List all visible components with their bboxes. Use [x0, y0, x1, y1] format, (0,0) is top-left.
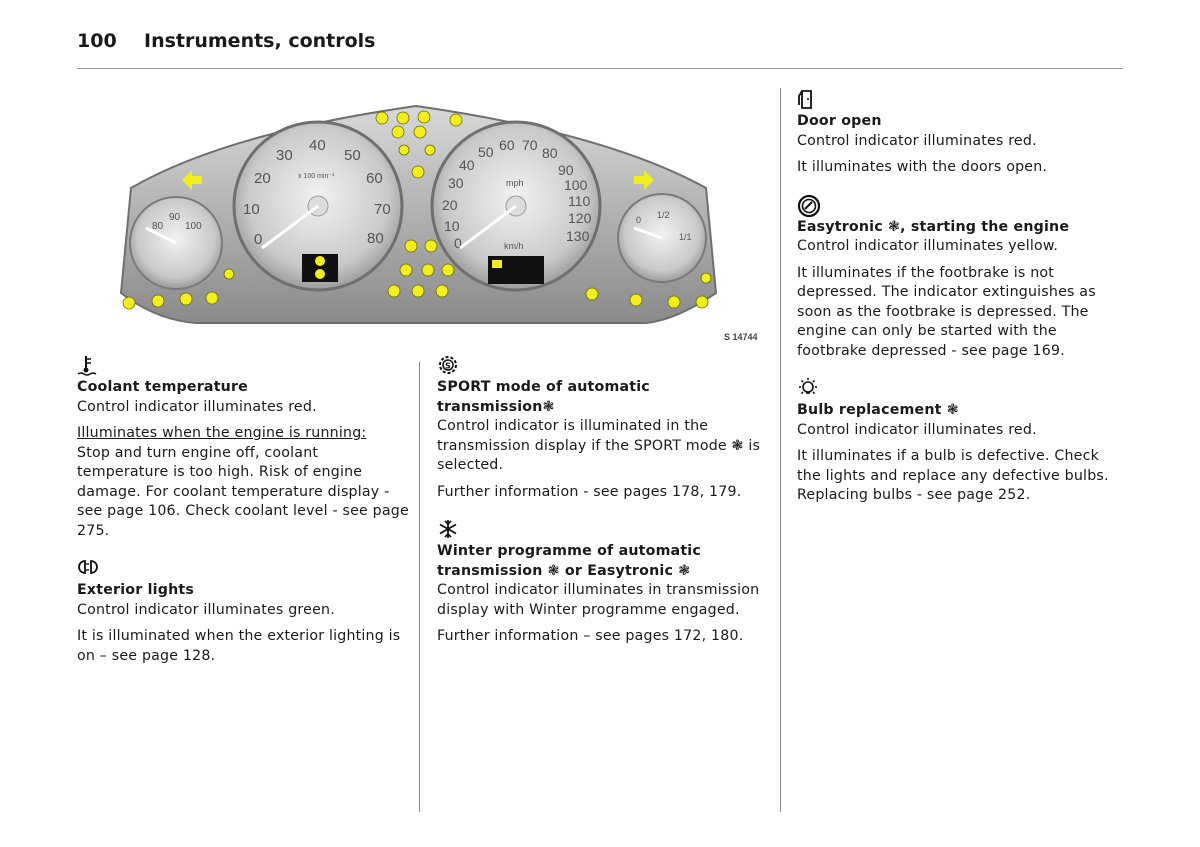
- rev-tick-label: 20: [254, 170, 271, 187]
- entry-text: It illuminates if a bulb is defective. Check the lights and replace any defective bulbs. Replacing bulbs - see page 252.: [797, 448, 1109, 503]
- winter-programme-icon: [437, 518, 459, 540]
- bulb-replacement-icon: [797, 377, 819, 399]
- speed-tick-label: 30: [448, 175, 464, 191]
- entry-text: Further information - see pages 178, 179.: [437, 483, 742, 500]
- entry-title: SPORT mode of automatic transmission❃: [437, 379, 650, 415]
- column-divider: [419, 362, 420, 812]
- fuel-tick-label: 1/2: [657, 210, 670, 220]
- speed-tick-label: 0: [454, 235, 462, 251]
- rev-tick-label: 60: [366, 170, 383, 187]
- speed-tick-label: 70: [522, 137, 538, 153]
- entry-condition: Illuminates when the engine is running:: [77, 425, 367, 441]
- speed-tick-label: 120: [568, 210, 592, 226]
- entry-text: Control indicator illuminates green.: [77, 601, 335, 618]
- instrument-cluster-figure: [76, 88, 766, 350]
- rev-tick-label: 40: [309, 137, 326, 154]
- entry-title: Exterior lights: [77, 582, 194, 598]
- speed-tick-label: 10: [444, 218, 460, 234]
- temp-tick-label: 80: [152, 221, 164, 232]
- entry-title: Coolant temperature: [77, 379, 249, 395]
- speed-tick-label: 130: [566, 228, 590, 244]
- entry-text: It is illuminated when the exterior lighting is on – see page 128.: [77, 628, 401, 664]
- column-1: [77, 354, 412, 673]
- svg-text:S: S: [445, 361, 451, 371]
- column-2: [437, 354, 767, 654]
- speed-tick-label: 60: [499, 137, 515, 153]
- exterior-lights-icon: [77, 557, 99, 579]
- entry-text: Control indicator illuminates in transmission display with Winter programme engaged.: [437, 582, 760, 618]
- rev-tick-label: 80: [367, 230, 384, 247]
- fuel-tick-label: 1/1: [679, 232, 692, 242]
- temp-tick-label: 90: [169, 212, 181, 223]
- entry-text: Stop and turn engine off, coolant temperature is too high. Risk of engine damage. For coolant temperature display - see page 106. Check coolant level - see page 275.: [77, 444, 409, 539]
- sport-mode-icon: [437, 354, 459, 376]
- page-number: 100: [77, 30, 117, 52]
- speed-tick-label: 100: [564, 177, 588, 193]
- coolant-temperature-icon: [77, 354, 99, 376]
- page-title: Instruments, controls: [144, 30, 376, 52]
- speed-unit-top: mph: [506, 178, 524, 188]
- entry-text: It illuminates if the footbrake is not depressed. The indicator extinguishes as soon as the footbrake is depressed. The engine can only be started with the footbrake depressed - see page 169.: [797, 264, 1096, 359]
- rev-tick-label: 50: [344, 147, 361, 164]
- rev-tick-label: 70: [374, 201, 391, 218]
- entry-text: Further information – see pages 172, 180.: [437, 628, 744, 644]
- column-divider: [780, 88, 781, 812]
- footbrake-icon: [797, 194, 819, 216]
- entry-text: Control indicator illuminates red.: [77, 398, 317, 415]
- entry-text: Control indicator illuminates red.: [797, 132, 1037, 149]
- speed-tick-label: 80: [542, 145, 558, 161]
- column-3: [797, 88, 1127, 513]
- speed-tick-label: 110: [568, 193, 591, 209]
- entry-title: Bulb replacement ❃: [797, 402, 959, 418]
- page-header: [77, 28, 1123, 69]
- rev-tick-label: 30: [276, 147, 293, 164]
- rev-unit: x 100 min⁻¹: [298, 173, 335, 180]
- entry-text: It illuminates with the doors open.: [797, 159, 1048, 175]
- speed-unit-bottom: km/h: [504, 241, 524, 251]
- speed-tick-label: 50: [478, 144, 494, 160]
- speed-tick-label: 20: [442, 197, 458, 213]
- speed-tick-label: 90: [558, 162, 574, 178]
- temp-tick-label: 100: [185, 221, 202, 232]
- fuel-tick-label: 0: [636, 215, 642, 225]
- entry-text: Control indicator is illuminated in the transmission display if the SPORT mode ❃ is selected.: [437, 418, 761, 473]
- door-open-icon: [797, 88, 819, 110]
- entry-title: Winter programme of automatic transmission ❃ or Easytronic ❃: [437, 543, 701, 579]
- rev-tick-label: 0: [254, 231, 263, 248]
- entry-text: Control indicator illuminates yellow.: [797, 238, 1059, 254]
- speed-tick-label: 40: [459, 157, 475, 173]
- entry-title: Easytronic ❃, starting the engine: [797, 218, 1070, 235]
- entry-text: Control indicator illuminates red.: [797, 421, 1037, 438]
- entry-title: Door open: [797, 113, 882, 129]
- rev-tick-label: 10: [243, 201, 260, 218]
- figure-code: S 14744: [724, 332, 758, 342]
